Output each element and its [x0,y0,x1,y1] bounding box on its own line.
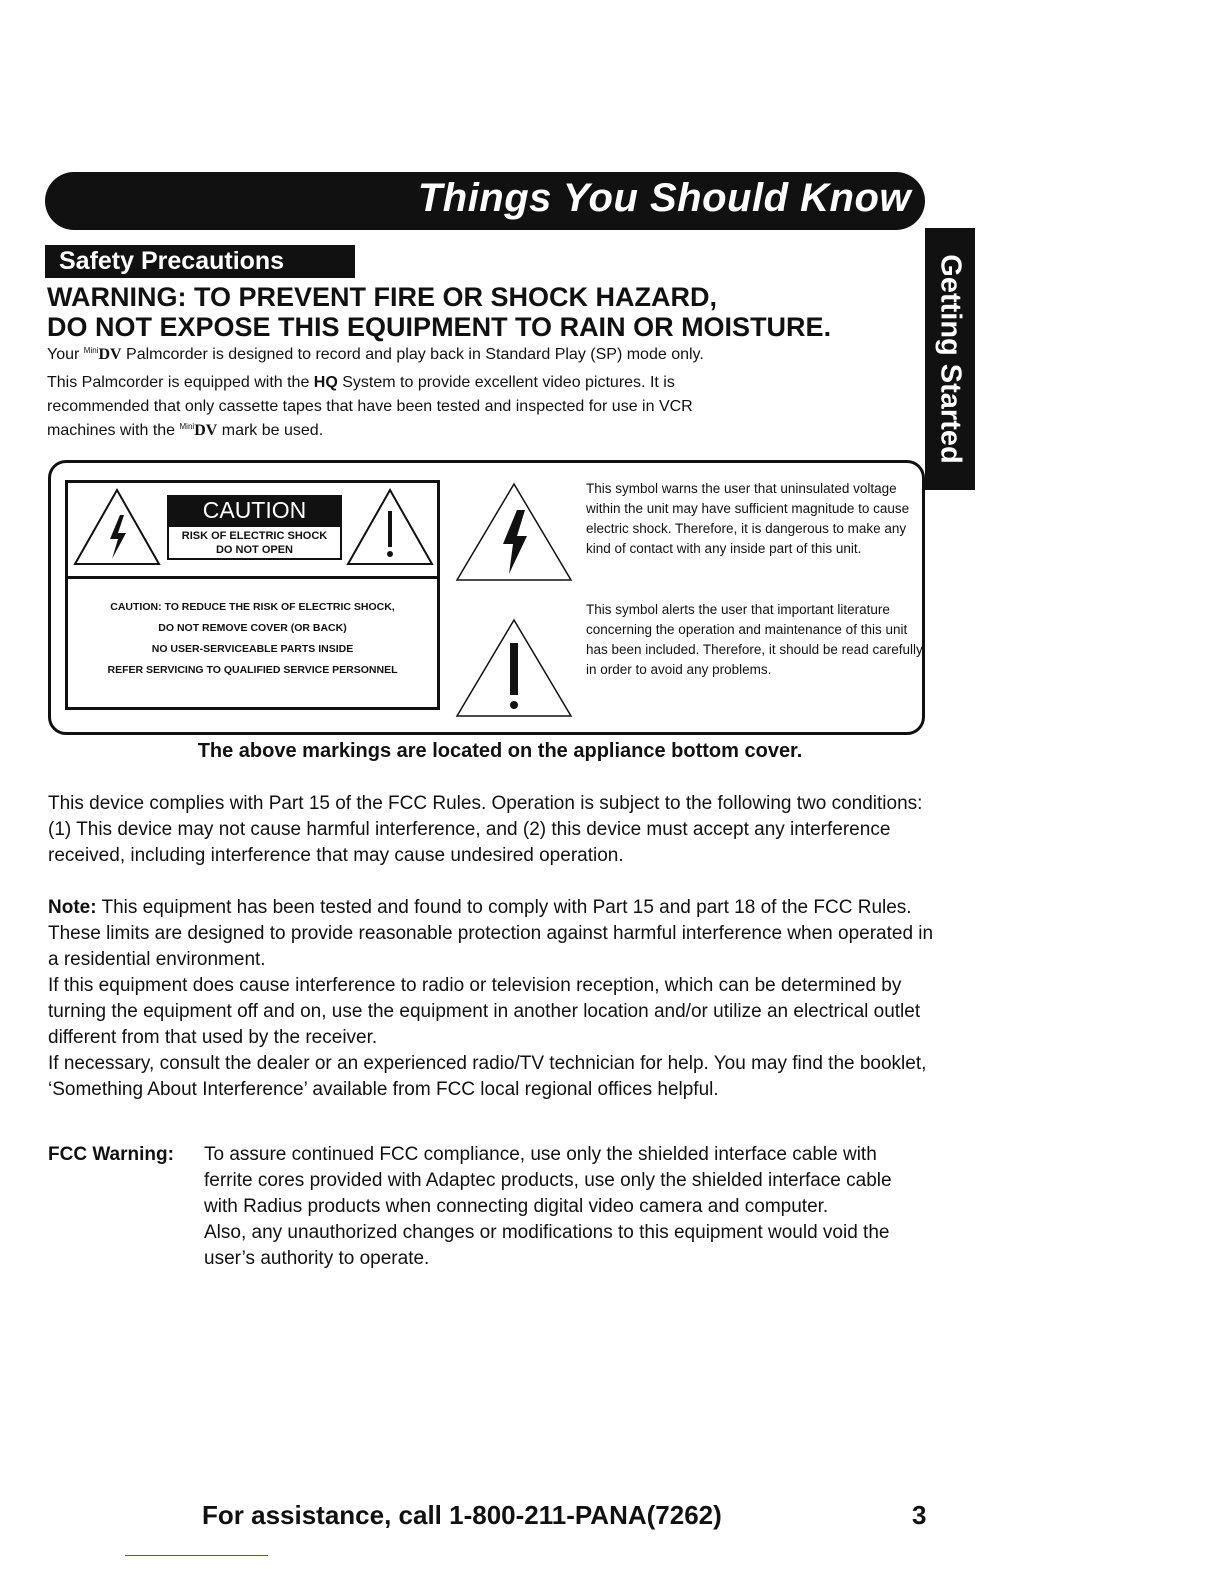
caution-text-line: CAUTION: TO REDUCE THE RISK OF ELECTRIC SHOCK, [110,601,395,613]
logo-mini: Mini [179,422,195,431]
page-number: 3 [912,1500,927,1530]
page-title: Things You Should Know [417,176,911,220]
section-tab [925,228,975,490]
divider [65,576,440,579]
fcc-paragraph-1: This device complies with Part 15 of the FCC Rules. Operation is subject to the following two conditions: (1) This device may not cause harmful interference, and (2) this device must accept any interference received, including interference that may cause undesired operation. [48,793,923,866]
caution-sublabel [167,525,342,560]
intro-paragraph-2-line3 [47,422,323,440]
logo-dv: DV [98,346,122,363]
text: DO NOT OPEN [215,544,293,556]
section-heading: Safety Precautions [45,245,355,278]
text: System to provide excellent video pictures. It is [337,374,675,391]
text: This Palmcorder is equipped with the [47,374,314,391]
fcc-warning [48,1142,938,1272]
text: machines with the [47,422,176,439]
lightning-symbol-description: This symbol warns the user that uninsulated voltage within the unit may have sufficient magnitude to cause electric shock. Therefore, it is dangerous to make any kind of contact with any inside part of this unit. [586,481,910,556]
fcc-warning-text: To assure continued FCC compliance, use only the shielded interface cable with ferrite cores provided with Adaptec products, use only the shielded interface cable with Radius products when connecting digital video camera and computer. [204,1144,892,1217]
section-tab-label: Getting Started [934,254,967,464]
intro-paragraph-1 [47,346,704,364]
markings-note: The above markings are located on the appliance bottom cover. [197,740,803,762]
fcc-warning-label: FCC Warning: [48,1144,174,1165]
lightning-warning-icon [72,487,162,567]
logo-mini: Mini [83,346,99,355]
fcc-warning-text: Also, any unauthorized changes or modifications to this equipment would void the user’s authority to operate. [204,1222,890,1269]
text: RISK OF ELECTRIC SHOCK [181,530,328,542]
caution-text-line: NO USER-SERVICEABLE PARTS INSIDE [151,643,354,655]
exclamation-symbol-icon [455,618,573,718]
text: Your [47,346,80,363]
lightning-symbol-icon [455,482,573,582]
exclamation-symbol-description: This symbol alerts the user that important literature concerning the operation and maintenance of this unit has been included. Therefore, it should be read carefully in order to avoid any problems. [586,602,923,677]
text: This equipment has been tested and found to comply with Part 15 and part 18 of the FCC Rules. These limits are designed to provide reasonable protection against harmful interference when operated in a residential environment. [48,897,934,970]
text: mark be used. [221,422,324,439]
intro-paragraph-2-line2: recommended that only cassette tapes that have been tested and inspected for use in VCR [47,398,693,415]
warning-line-2: DO NOT EXPOSE THIS EQUIPMENT TO RAIN OR MOISTURE. [47,312,832,342]
caution-label: CAUTION [167,495,342,525]
logo-dv: DV [194,422,218,439]
title-banner [45,172,925,230]
text: Palmcorder is designed to record and play back in Standard Play (SP) mode only. [126,346,704,363]
minidv-logo [180,422,218,440]
fcc-paragraph-3: If this equipment does cause interference to radio or television reception, which can be determined by turning the equipment off and on, use the equipment in another location and/or utilize an electrical outlet different from that used by the receiver. [48,975,921,1048]
warning-line-1: WARNING: TO PREVENT FIRE OR SHOCK HAZARD, [47,282,718,312]
note-label: Note: [48,897,97,918]
caution-text-line: REFER SERVICING TO QUALIFIED SERVICE PERSONNEL [107,664,398,676]
fcc-note [48,895,938,973]
caution-text-line: DO NOT REMOVE COVER (OR BACK) [158,622,347,634]
minidv-logo [84,346,122,364]
fcc-paragraph-4: If necessary, consult the dealer or an experienced radio/TV technician for help. You may find the booklet, ‘Something About Interference’ available from FCC local regional offices helpful. [48,1053,927,1100]
assistance-footer: For assistance, call 1-800-211-PANA(7262) [202,1500,722,1530]
hq-label: HQ [313,374,338,391]
footer-rule [125,1555,268,1556]
intro-paragraph-2 [47,374,675,392]
exclamation-warning-icon [345,487,435,567]
